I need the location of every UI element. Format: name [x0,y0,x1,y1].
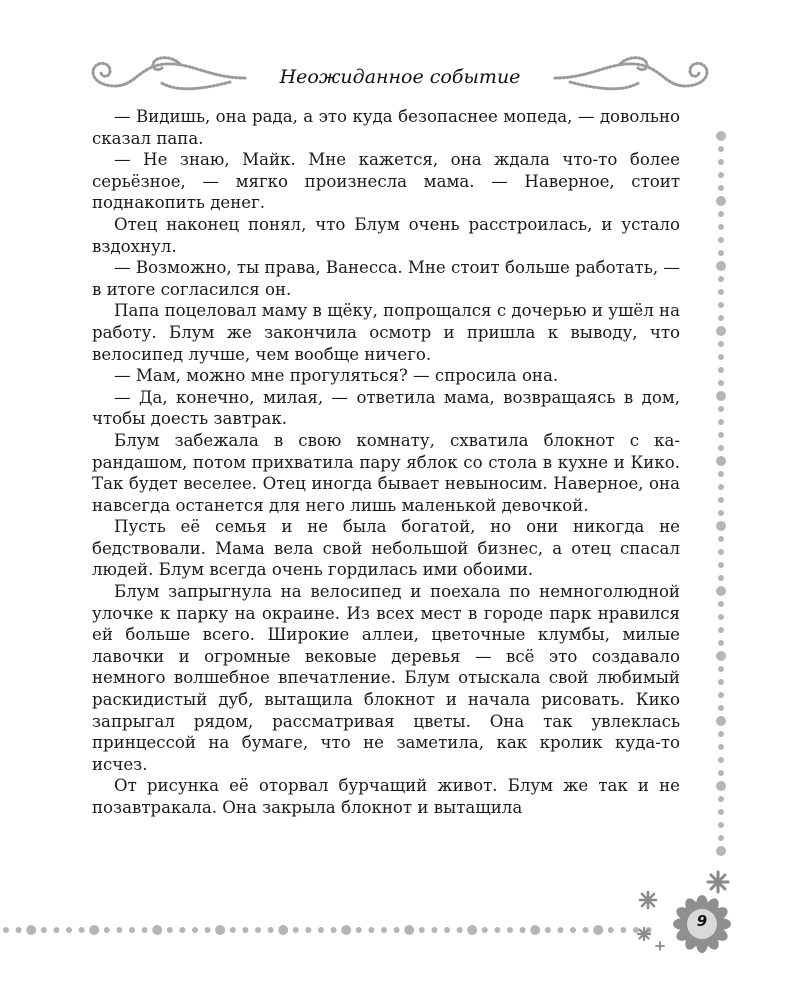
paragraph: Отец наконец понял, что Блум очень расстроилась, и устало вздохнул. [92,214,680,256]
paragraph: Папа поцеловал маму в щёку, попрощался с дочерью и ушёл на работу. Блум же закончила осмотр и пришла к выводу, что велосипед лучше, чем вообще ничего. [92,301,680,364]
paragraph: Блум забежала в свою комнату, схватила блокнот с карандашом, потом прихватила пару яблок со стола в кухне и Кико. Так будет веселее. Отец иногда бывает невыносим. Наверное, она навсегда останется для него лишь маленькой девочкой. [92,430,680,515]
sparkle-icon [640,892,656,908]
body-text [92,106,680,819]
right-dot-border [706,128,736,858]
paragraph: — Да, конечно, милая, — ответила мама, возвращаясь в дом, чтобы доесть завтрак. [92,387,680,429]
sparkle-icon [638,928,650,940]
chapter-title: Неожиданное событие [279,66,521,88]
page-number: 9 [696,912,708,930]
paragraph: — Не знаю, Майк. Мне кажется, она ждала что-то более серьёзное, — мягко произнесла мама. — Наверное, стоит поднакопить денег. [92,150,680,213]
paragraph: От рисунка её оторвал бурчащий живот. Блум же так и не позавтракала. Она закрыла блокнот и вытащила [92,776,680,817]
bottom-dot-border [0,915,660,945]
sparkle-icon [708,872,728,892]
sparkle-icon [656,942,664,950]
paragraph: Блум запрыгнула на велосипед и поехала по немноголюдной улочке к парку на окраине. Из всех мест в городе парк нравился ей больше всего. Широкие аллеи, цветочные клумбы, милые лавочки и огромные вековые деревья — всё это создавало немного волшебное впечатление. Блум отыскала свой любимый раскидистый дуб, вытащила блокнот и начала рисовать. Кико запрыгал рядом, рассматривая цветы. Она так увлеклась принцессой на бумаге, что не заметила, как кролик куда-то исчез. [92,582,680,774]
paragraph: — Возможно, ты права, Ванесса. Мне стоит больше работать, — в итоге согласился он. [92,258,681,299]
paragraph: — Видишь, она рада, а это куда безопаснее мопеда, — довольно сказал папа. [92,107,680,148]
paragraph: Пусть её семья и не была богатой, но они никогда не бедствовали. Мама вела свой небольшой бизнес, а отец спасал людей. Блум всегда очень гордилась ими обоими. [92,517,680,580]
paragraph: — Мам, можно мне прогуляться? — спросила она. [114,366,559,386]
page-header [80,52,720,102]
